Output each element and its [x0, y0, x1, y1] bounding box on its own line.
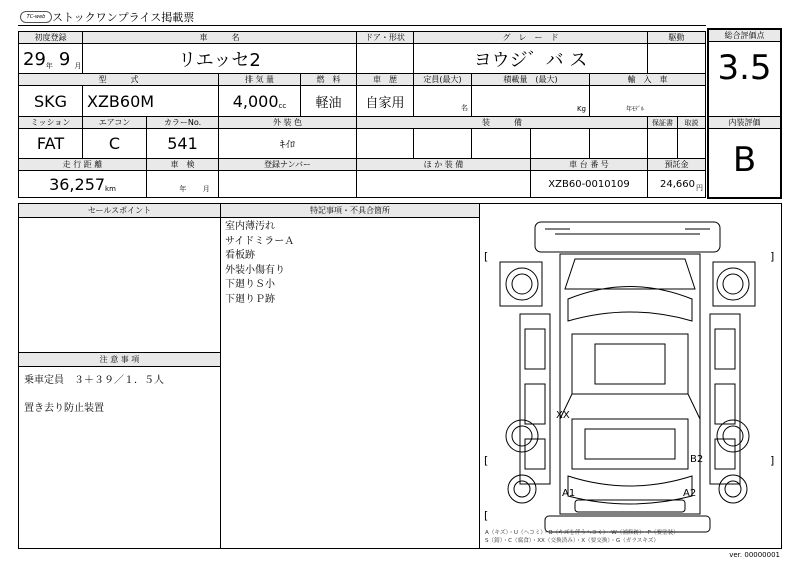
- import-value: [590, 86, 705, 116]
- plate-value: [219, 171, 357, 197]
- mileage-number: 36,257: [49, 174, 106, 194]
- manual-value: [678, 129, 705, 158]
- inspection-value: [147, 171, 219, 197]
- displacement-number: 4,000: [232, 91, 279, 111]
- label-door-shape: ドア・形状: [357, 32, 414, 44]
- equipment-cell-4: [531, 129, 590, 158]
- label-manual: 取説: [678, 117, 705, 129]
- estimate-value: [648, 171, 705, 197]
- damage-mark-a1: A1: [562, 488, 576, 499]
- warranty-value: [648, 129, 678, 158]
- label-import: 輸 入 車: [590, 74, 705, 86]
- caution-list: [24, 374, 218, 416]
- inspection-month-unit: 月: [202, 185, 210, 193]
- page-title: ストックワンプライス掲載票: [52, 11, 195, 24]
- first-reg-year: 29: [23, 48, 46, 70]
- label-equipment: 装 備: [357, 117, 648, 129]
- color-no-value: 541: [147, 129, 219, 158]
- caution-item: [24, 388, 218, 402]
- label-other-equipment: ほ か 装 備: [357, 159, 531, 171]
- equipment-cell-1: [357, 129, 414, 158]
- damage-mark-xx: XX: [556, 410, 570, 421]
- label-aircon: エアコン: [83, 117, 147, 129]
- sales-point-area: [19, 218, 220, 352]
- label-color-no: カラーNo.: [147, 117, 219, 129]
- bracket-right-bottom: ]: [770, 454, 775, 467]
- label-mission: ミッション: [19, 117, 83, 129]
- year-unit: 年: [45, 62, 53, 70]
- load-value: [472, 86, 590, 116]
- label-estimate: 預託金: [648, 159, 705, 171]
- mission-value: FAT: [19, 129, 83, 158]
- first-reg-month: 9: [58, 48, 71, 70]
- equipment-cell-3: [472, 129, 531, 158]
- drive-value: [648, 44, 705, 74]
- bracket-left-rear: [: [484, 509, 489, 522]
- grade-value: ヨウジ゛バ ス: [414, 44, 648, 74]
- month-unit: 月: [74, 62, 82, 70]
- label-inspection: 車 検: [147, 159, 219, 171]
- model-value: XZB60M: [83, 86, 219, 116]
- label-capacity: 定員(最大): [414, 74, 472, 86]
- remark-item: 看板跡: [225, 250, 255, 261]
- label-sales-point: セールスポイント: [19, 204, 220, 218]
- door-shape-value: [357, 44, 414, 74]
- mileage-unit: km: [105, 185, 116, 193]
- caution-item: 置き去り防止装置: [24, 403, 104, 414]
- legend-line-1: A（キズ）・U（ヘコミ）・B（キズを伴うヘコミ）・W（補修跡）・P（要塗装）: [485, 530, 679, 536]
- car-name-value: リエッセ2: [83, 44, 357, 74]
- label-exterior-color: 外 装 色: [219, 117, 357, 129]
- aircon-value: C: [83, 129, 147, 158]
- import-unit: 年ﾓﾃﾞﾙ: [626, 106, 645, 113]
- caution-item: 乗車定員 ３＋３９／１．５人: [24, 375, 164, 386]
- label-model: 型 式: [19, 74, 219, 86]
- exterior-color-value: ｷｲﾛ: [219, 129, 357, 158]
- label-car-name: 車 名: [83, 32, 357, 44]
- mileage-value: [19, 171, 147, 197]
- fuel-value: 軽油: [301, 86, 357, 116]
- capacity-value: [414, 86, 472, 116]
- label-plate: 登録ナンバー: [219, 159, 357, 171]
- inspection-year-unit: 年: [179, 185, 187, 193]
- label-warranty: 保証書: [648, 117, 678, 129]
- label-first-reg: 初度登録: [19, 32, 83, 44]
- label-interior-score: 内装評価: [709, 117, 780, 129]
- diagram-legend: [485, 529, 781, 545]
- remark-item: 下廻りＳ小: [225, 279, 275, 290]
- bracket-left-bottom: [: [484, 454, 489, 467]
- logo: TC-web: [20, 11, 52, 23]
- remark-item: 外装小傷有り: [225, 264, 285, 276]
- vehicle-damage-diagram: [480, 204, 781, 548]
- label-history: 車 歴: [357, 74, 414, 86]
- equipment-cell-5: [590, 129, 648, 158]
- history-value: 自家用: [357, 86, 414, 116]
- label-remarks: 特記事項・不具合箇所: [221, 204, 479, 218]
- remark-item: 室内薄汚れ: [225, 221, 275, 232]
- label-grade: グ レ ー ド: [414, 32, 648, 44]
- label-fuel: 燃 料: [301, 74, 357, 86]
- interior-score-value: B: [732, 140, 757, 180]
- remarks-list: [225, 220, 475, 307]
- other-equipment-value: [357, 171, 531, 197]
- label-chassis-no: 車 台 番 号: [531, 159, 648, 171]
- first-reg-value: [19, 44, 83, 74]
- overall-score-value: 3.5: [717, 48, 772, 88]
- displacement-unit: cc: [278, 102, 287, 110]
- chassis-no-value: XZB60-0010109: [531, 171, 648, 197]
- estimate-unit: 円: [696, 184, 703, 192]
- label-displacement: 排 気 量: [219, 74, 301, 86]
- bracket-right-top: ]: [770, 250, 775, 263]
- label-load: 積載量 (最大): [472, 74, 590, 86]
- equipment-cell-2: [414, 129, 472, 158]
- capacity-unit: 名: [461, 104, 468, 112]
- label-mileage: 走 行 距 離: [19, 159, 147, 171]
- remark-item: 下廻りＰ跡: [225, 293, 275, 305]
- label-caution: 注 意 事 項: [19, 353, 220, 367]
- displacement-value: [219, 86, 301, 116]
- legend-line-2: S（錆）・C（腐食）・XX（交換済み）・X（要交換）・G（ガラスキズ）: [485, 538, 660, 544]
- bracket-left-top: [: [484, 250, 489, 263]
- estimate-number: 24,660: [660, 178, 695, 190]
- damage-mark-b2: B2: [690, 454, 704, 465]
- label-drive: 駆動: [648, 32, 705, 44]
- label-overall-score: 総合評価点: [709, 30, 780, 42]
- version-label: ver. 00000001: [729, 551, 780, 559]
- damage-mark-a2: A2: [683, 488, 697, 499]
- model-prefix-value: SKG: [19, 86, 83, 116]
- load-unit: Kg: [576, 105, 586, 113]
- remark-item: サイドミラーＡ: [225, 235, 295, 247]
